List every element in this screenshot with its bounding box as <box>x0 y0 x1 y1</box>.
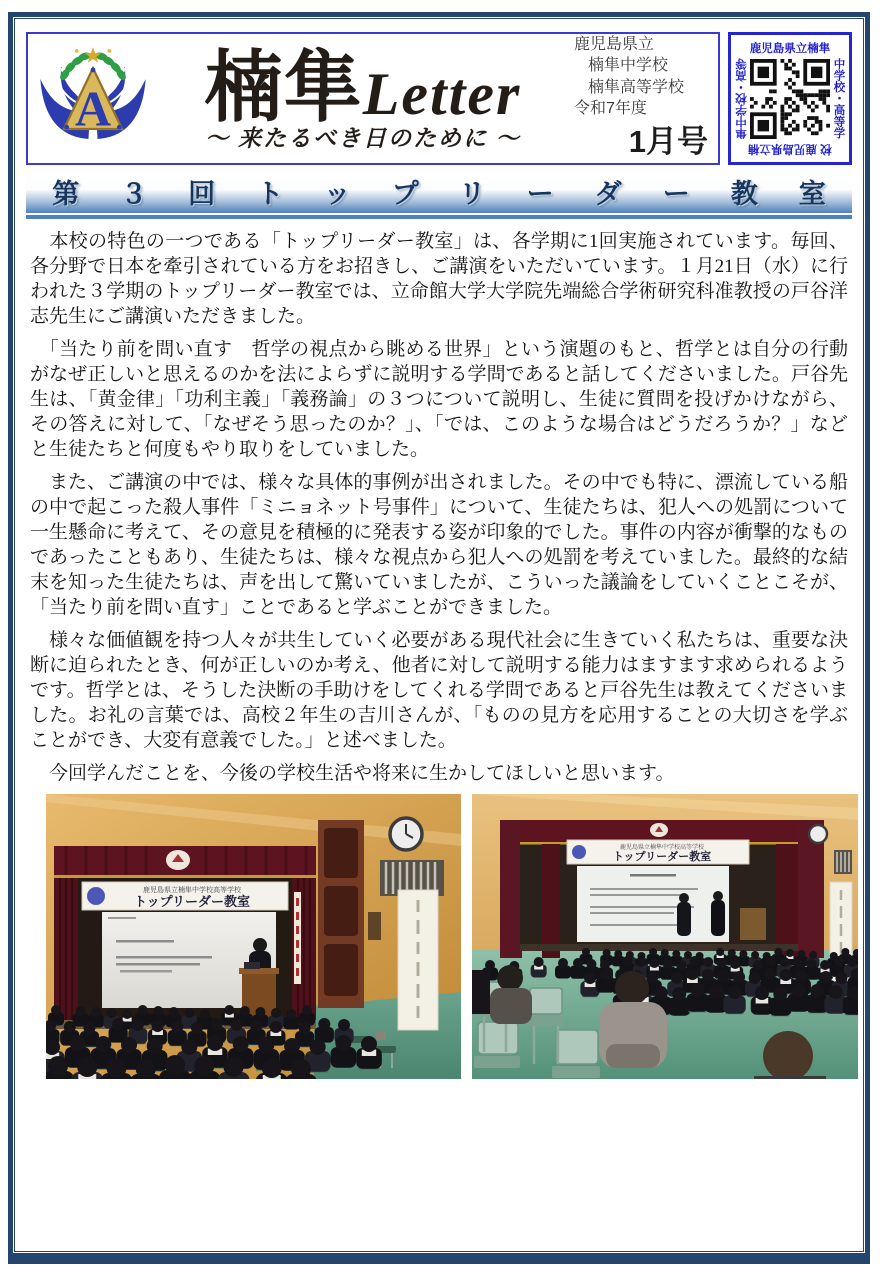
article-paragraph: また、ご講演の中では、様々な具体的事例が出されました。その中でも特に、漂流している船の中で起こった殺人事件「ミニョネット号事件」について、生徒たちは、犯人への処罰について一生懸命に考えて、その意見を積極的に発表する姿が印象的でした。事件の内容が衝撃的なものであったこともあり、生徒たちは、様々な視点から犯人への処罰を考えていました。最終的な結末を知った生徒たちは、声を出して驚いていましたが、こういった議論をしていくことこそが、「当たり前を問い直す」ことであると学ぶことができました。 <box>30 472 848 618</box>
speaker-figure <box>253 938 267 952</box>
qr-label-right: 中学校・高等学 <box>832 58 845 139</box>
newsletter-subtitle: ～ 来たるべき日のために ～ <box>205 126 521 151</box>
photo-row <box>46 794 865 1079</box>
stage-banner-line2: トップリーダー教室 <box>133 894 251 909</box>
newsletter-page <box>8 12 870 1264</box>
school-info-line: 楠隼高等学校 <box>588 78 685 96</box>
school-emblem-icon <box>34 44 152 154</box>
photo-lecture-audience <box>472 794 858 1079</box>
qr-box <box>728 32 852 165</box>
qr-label-bottom: 校 鹿児島県立楠 <box>748 142 832 154</box>
stage-banner-line1: 鹿児島県立楠隼中学校高等学校 <box>143 887 241 894</box>
section-banner-rule <box>26 215 852 219</box>
school-info-line: 令和7年度 <box>574 99 647 117</box>
masthead <box>26 32 720 165</box>
article-paragraph: 様々な価値観を持つ人々が共生していく必要がある現代社会に生きていく私たちは、重要な決断に迫られたとき、何が正しいのか考え、他者に対して説明する能力はますます求められるようです。哲学とは、そうした決断の手助けをしてくれる学問であると戸谷先生は教えてくださいました。お礼の言葉では、高校２年生の吉川さんが、「ものの見方を応用することの大切さを学ぶことができ、大変有意義でした。」と述べました。 <box>30 630 848 751</box>
article-body <box>30 229 848 786</box>
masthead-row <box>26 32 852 165</box>
issue-label: 1月号 <box>628 123 708 159</box>
newsletter-title-block <box>152 44 574 151</box>
article-paragraph: 本校の特色の一つである「トップリーダー教室」は、各学期に1回実施されています。毎回、各分野で日本を牽引されている方をお招きし、ご講演をいただいています。１月21日（水）に行われた３学期のトップリーダー教室では、立命館大学大学院先端総合学術研究科准教授の戸谷洋志先生にご講演いただきました。 <box>30 231 848 327</box>
qr-label-left: 隼中学校・高等 <box>735 58 748 139</box>
stage-banner-line2: トップリーダー教室 <box>612 851 712 863</box>
svg-text:A: A <box>74 80 112 136</box>
newsletter-title <box>152 44 574 131</box>
article-paragraph: 「当たり前を問い直す 哲学の視点から眺める世界」という演題のもと、哲学とは自分の行動がなぜ正しいと思えるのかを法によらずに説明する学問であると話してくださいました。戸谷先生は、「黄金律」「功利主義」「義務論」の３つについて説明し、生徒に質問を投げかけながら、その答えに対して、「なぜそう思ったのか？」、「では、このような場合はどうだろうか？」などと生徒たちと何度もやり取りをしていました。 <box>30 339 848 460</box>
section-banner-title: 第３回トップリーダー教室 <box>52 179 867 209</box>
podium <box>740 908 766 940</box>
projection-screen <box>577 866 729 942</box>
wall-clock-icon <box>809 825 827 843</box>
qr-label-top: 鹿児島県立楠隼 <box>749 43 831 55</box>
school-info <box>574 34 712 162</box>
section-banner <box>26 175 867 213</box>
star-icon <box>85 47 101 62</box>
title-japanese: 楠隼 <box>204 44 363 131</box>
school-info-line: 楠隼中学校 <box>588 57 669 75</box>
school-info-line: 鹿児島県立 <box>574 36 655 54</box>
photo-lecture-stage <box>46 794 461 1079</box>
title-latin: Letter <box>362 61 522 127</box>
article-paragraph: 今回学んだことを、今後の学校生活や将来に生かしてほしいと思います。 <box>30 763 675 784</box>
qr-code <box>750 59 830 139</box>
stage-banner-line1: 鹿児島県立楠隼中学校高等学校 <box>619 845 705 851</box>
